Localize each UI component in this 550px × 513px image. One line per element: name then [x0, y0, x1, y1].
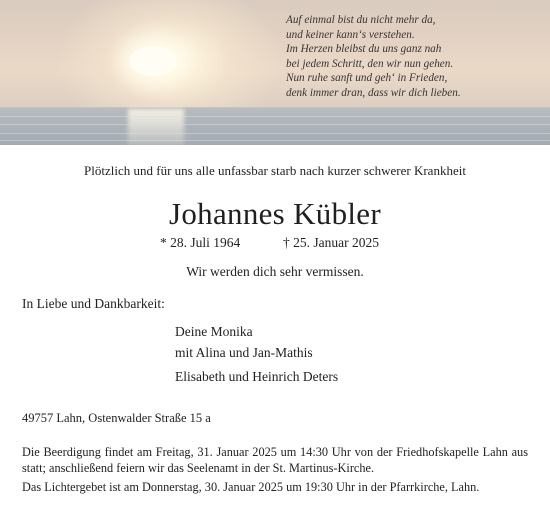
mourner-line: Elisabeth und Heinrich Deters: [175, 369, 339, 384]
poem-line: Im Herzen bleibst du uns ganz nah: [286, 43, 442, 56]
poem: [286, 13, 541, 101]
address: 49757 Lahn, Ostenwalder Straße 15 a: [22, 411, 211, 425]
mourner-line: Deine Monika: [175, 324, 253, 339]
wave-line: [0, 116, 550, 117]
wave-line: [0, 140, 550, 141]
sun-icon: [129, 46, 177, 76]
mourner-line: mit Alina und Jan-Mathis: [175, 345, 313, 360]
poem-line: Nun ruhe sanft und geh‘ in Frieden,: [286, 72, 448, 85]
death-date: † 25. Januar 2025: [283, 235, 379, 250]
poem-line: denk immer dran, dass wir dich lieben.: [286, 86, 461, 99]
sunset-sea-photo: [0, 0, 550, 145]
intro-text: Plötzlich und für uns alle unfassbar starb nach kurzer schwerer Krankheit: [84, 163, 466, 178]
poem-line: bei jedem Schritt, den wir nun gehen.: [286, 57, 454, 70]
birth-date: * 28. Juli 1964: [160, 235, 241, 250]
wave-line: [0, 133, 550, 134]
prayer-notice: Das Lichtergebet ist am Donnerstag, 30. Januar 2025 um 19:30 Uhr in der Pfarrkirche, Lahn.: [22, 480, 480, 494]
wave-line: [0, 124, 550, 125]
farewell-message: Wir werden dich sehr vermissen.: [186, 264, 364, 279]
love-gratitude-line: In Liebe und Dankbarkeit:: [22, 296, 165, 311]
poem-line: und keiner kann‘s verstehen.: [286, 28, 415, 41]
poem-line: Auf einmal bist du nicht mehr da,: [286, 14, 436, 26]
deceased-name: Johannes Kübler: [169, 196, 381, 231]
funeral-notice: Die Beerdigung findet am Freitag, 31. Januar 2025 um 14:30 Uhr von der Friedhofskapelle Lahn aus statt; anschließend feiern wir das Seelenamt in der St. Martinus-Kirche.: [22, 445, 528, 475]
